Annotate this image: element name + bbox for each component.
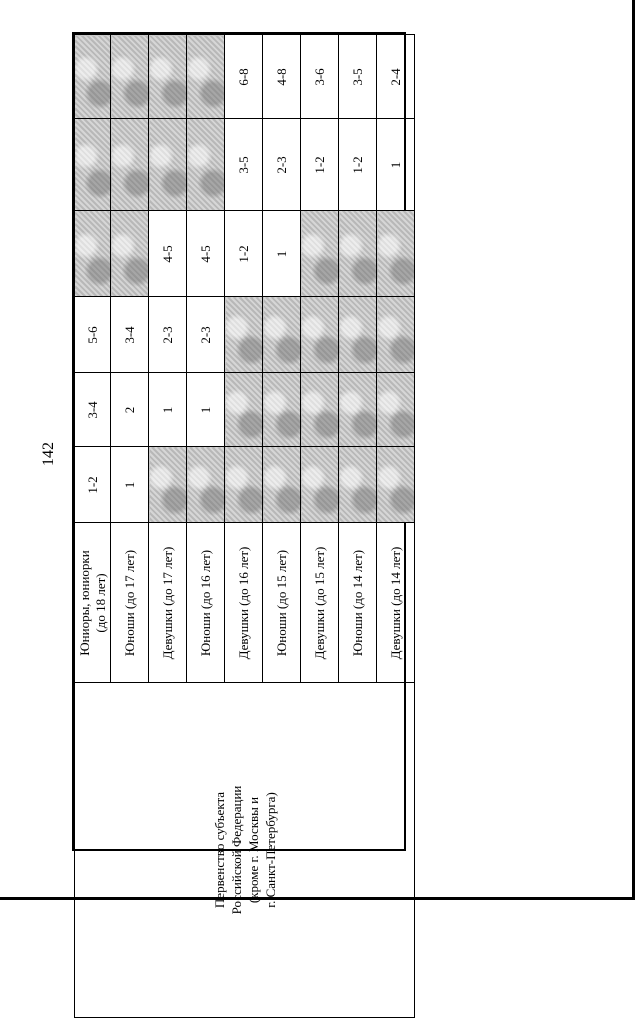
table-cell	[225, 35, 263, 119]
cell-value: 1	[197, 406, 213, 413]
table-cell	[301, 297, 339, 373]
table-cell	[225, 373, 263, 447]
table-cell	[187, 211, 225, 297]
table-cell	[75, 211, 111, 297]
table-cell	[225, 211, 263, 297]
group-label-line: (до 18 лет)	[92, 572, 108, 633]
group-cell	[301, 523, 339, 683]
table-cell	[377, 373, 415, 447]
group-cell	[263, 523, 301, 683]
table-cell	[149, 119, 187, 211]
table-row	[75, 447, 415, 523]
table-cell	[377, 211, 415, 297]
table-cell	[187, 35, 225, 119]
table-cell	[149, 373, 187, 447]
table-cell	[111, 373, 149, 447]
table-cell	[149, 447, 187, 523]
cell-value: 1-2	[311, 155, 327, 174]
table-cell	[301, 119, 339, 211]
cell-value: 6-8	[235, 67, 251, 86]
table-cell	[225, 119, 263, 211]
group-cell	[225, 523, 263, 683]
group-label	[350, 549, 366, 655]
cell-value: 3-6	[311, 67, 327, 86]
subject-line: Первенство субъекта	[211, 791, 227, 909]
table-cell	[339, 447, 377, 523]
group-label-line: Девушки (до 15 лет)	[311, 546, 327, 659]
table-cell	[339, 35, 377, 119]
cell-value: 1	[273, 250, 289, 257]
table-cell	[263, 373, 301, 447]
cell-value: 5-6	[84, 325, 100, 344]
subject-row	[75, 683, 415, 1018]
table-cell	[75, 373, 111, 447]
cell-value: 4-8	[273, 67, 289, 86]
cell-value: 4-5	[197, 244, 213, 263]
table-cell	[111, 447, 149, 523]
table-cell	[187, 297, 225, 373]
group-label	[388, 546, 404, 659]
table-cell	[111, 119, 149, 211]
cell-value: 3-4	[121, 325, 137, 344]
table-cell	[149, 35, 187, 119]
table-cell	[339, 211, 377, 297]
results-table	[72, 32, 406, 915]
cell-value: 1-2	[349, 155, 365, 174]
group-label	[160, 546, 176, 659]
group-label	[236, 546, 252, 659]
group-cell	[377, 523, 415, 683]
table-cell	[111, 35, 149, 119]
cell-value: 2	[121, 406, 137, 413]
table-cell	[339, 297, 377, 373]
table-cell	[377, 297, 415, 373]
subject-line: г. Санкт-Петербурга)	[262, 792, 278, 908]
subject-line: (кроме г. Москвы и	[245, 796, 261, 904]
page-number: 142	[40, 442, 57, 466]
table-cell	[187, 373, 225, 447]
table-grid	[74, 34, 415, 1018]
subject-label	[211, 786, 279, 915]
group-cell	[149, 523, 187, 683]
table-cell	[377, 119, 415, 211]
table-cell	[263, 211, 301, 297]
table-cell	[263, 35, 301, 119]
table-row	[75, 297, 415, 373]
cell-value: 2-3	[273, 155, 289, 174]
table-row	[75, 119, 415, 211]
table-cell	[225, 447, 263, 523]
table-cell	[187, 119, 225, 211]
table-cell	[263, 297, 301, 373]
table-row	[75, 211, 415, 297]
table-cell	[75, 447, 111, 523]
group-cell	[339, 523, 377, 683]
table-row	[75, 35, 415, 119]
group-label-line: Девушки (до 16 лет)	[235, 546, 251, 659]
table-cell	[225, 297, 263, 373]
subject-line: Российской Федерации	[228, 785, 244, 915]
table-cell	[263, 119, 301, 211]
table-cell	[377, 447, 415, 523]
subject-cell	[75, 683, 415, 1018]
group-cell	[187, 523, 225, 683]
group-cell	[75, 523, 111, 683]
group-label	[122, 549, 138, 655]
cell-value: 1-2	[84, 475, 100, 494]
table-row	[75, 373, 415, 447]
table-cell	[301, 35, 339, 119]
table-cell	[149, 211, 187, 297]
table-cell	[339, 373, 377, 447]
cell-value: 2-4	[387, 67, 403, 86]
cell-value: 3-4	[84, 400, 100, 419]
table-cell	[301, 373, 339, 447]
cell-value: 3-5	[235, 155, 251, 174]
group-label	[77, 550, 109, 655]
table-cell	[301, 211, 339, 297]
group-label-line: Юноши (до 14 лет)	[349, 549, 365, 656]
group-label	[274, 549, 290, 655]
group-label-line: Юноши (до 16 лет)	[197, 549, 213, 656]
table-cell	[187, 447, 225, 523]
table-cell	[75, 35, 111, 119]
group-row	[75, 523, 415, 683]
group-label-line: Девушки (до 14 лет)	[387, 546, 403, 659]
table-cell	[263, 447, 301, 523]
table-cell	[111, 211, 149, 297]
group-cell	[111, 523, 149, 683]
table-cell	[301, 447, 339, 523]
table-cell	[75, 119, 111, 211]
group-label-line: Юниоры, юниорки	[76, 549, 92, 656]
cell-value: 1-2	[235, 244, 251, 263]
cell-value: 2-3	[197, 325, 213, 344]
cell-value: 1	[159, 406, 175, 413]
table-cell	[339, 119, 377, 211]
table-cell	[377, 35, 415, 119]
cell-value: 4-5	[159, 244, 175, 263]
table-cell	[149, 297, 187, 373]
table-cell	[111, 297, 149, 373]
group-label	[198, 549, 214, 655]
cell-value: 3-5	[349, 67, 365, 86]
cell-value: 1	[387, 161, 403, 168]
group-label-line: Девушки (до 17 лет)	[159, 546, 175, 659]
table-cell	[75, 297, 111, 373]
group-label	[312, 546, 328, 659]
group-label-line: Юноши (до 15 лет)	[273, 549, 289, 656]
group-label-line: Юноши (до 17 лет)	[121, 549, 137, 656]
cell-value: 1	[121, 481, 137, 488]
cell-value: 2-3	[159, 325, 175, 344]
